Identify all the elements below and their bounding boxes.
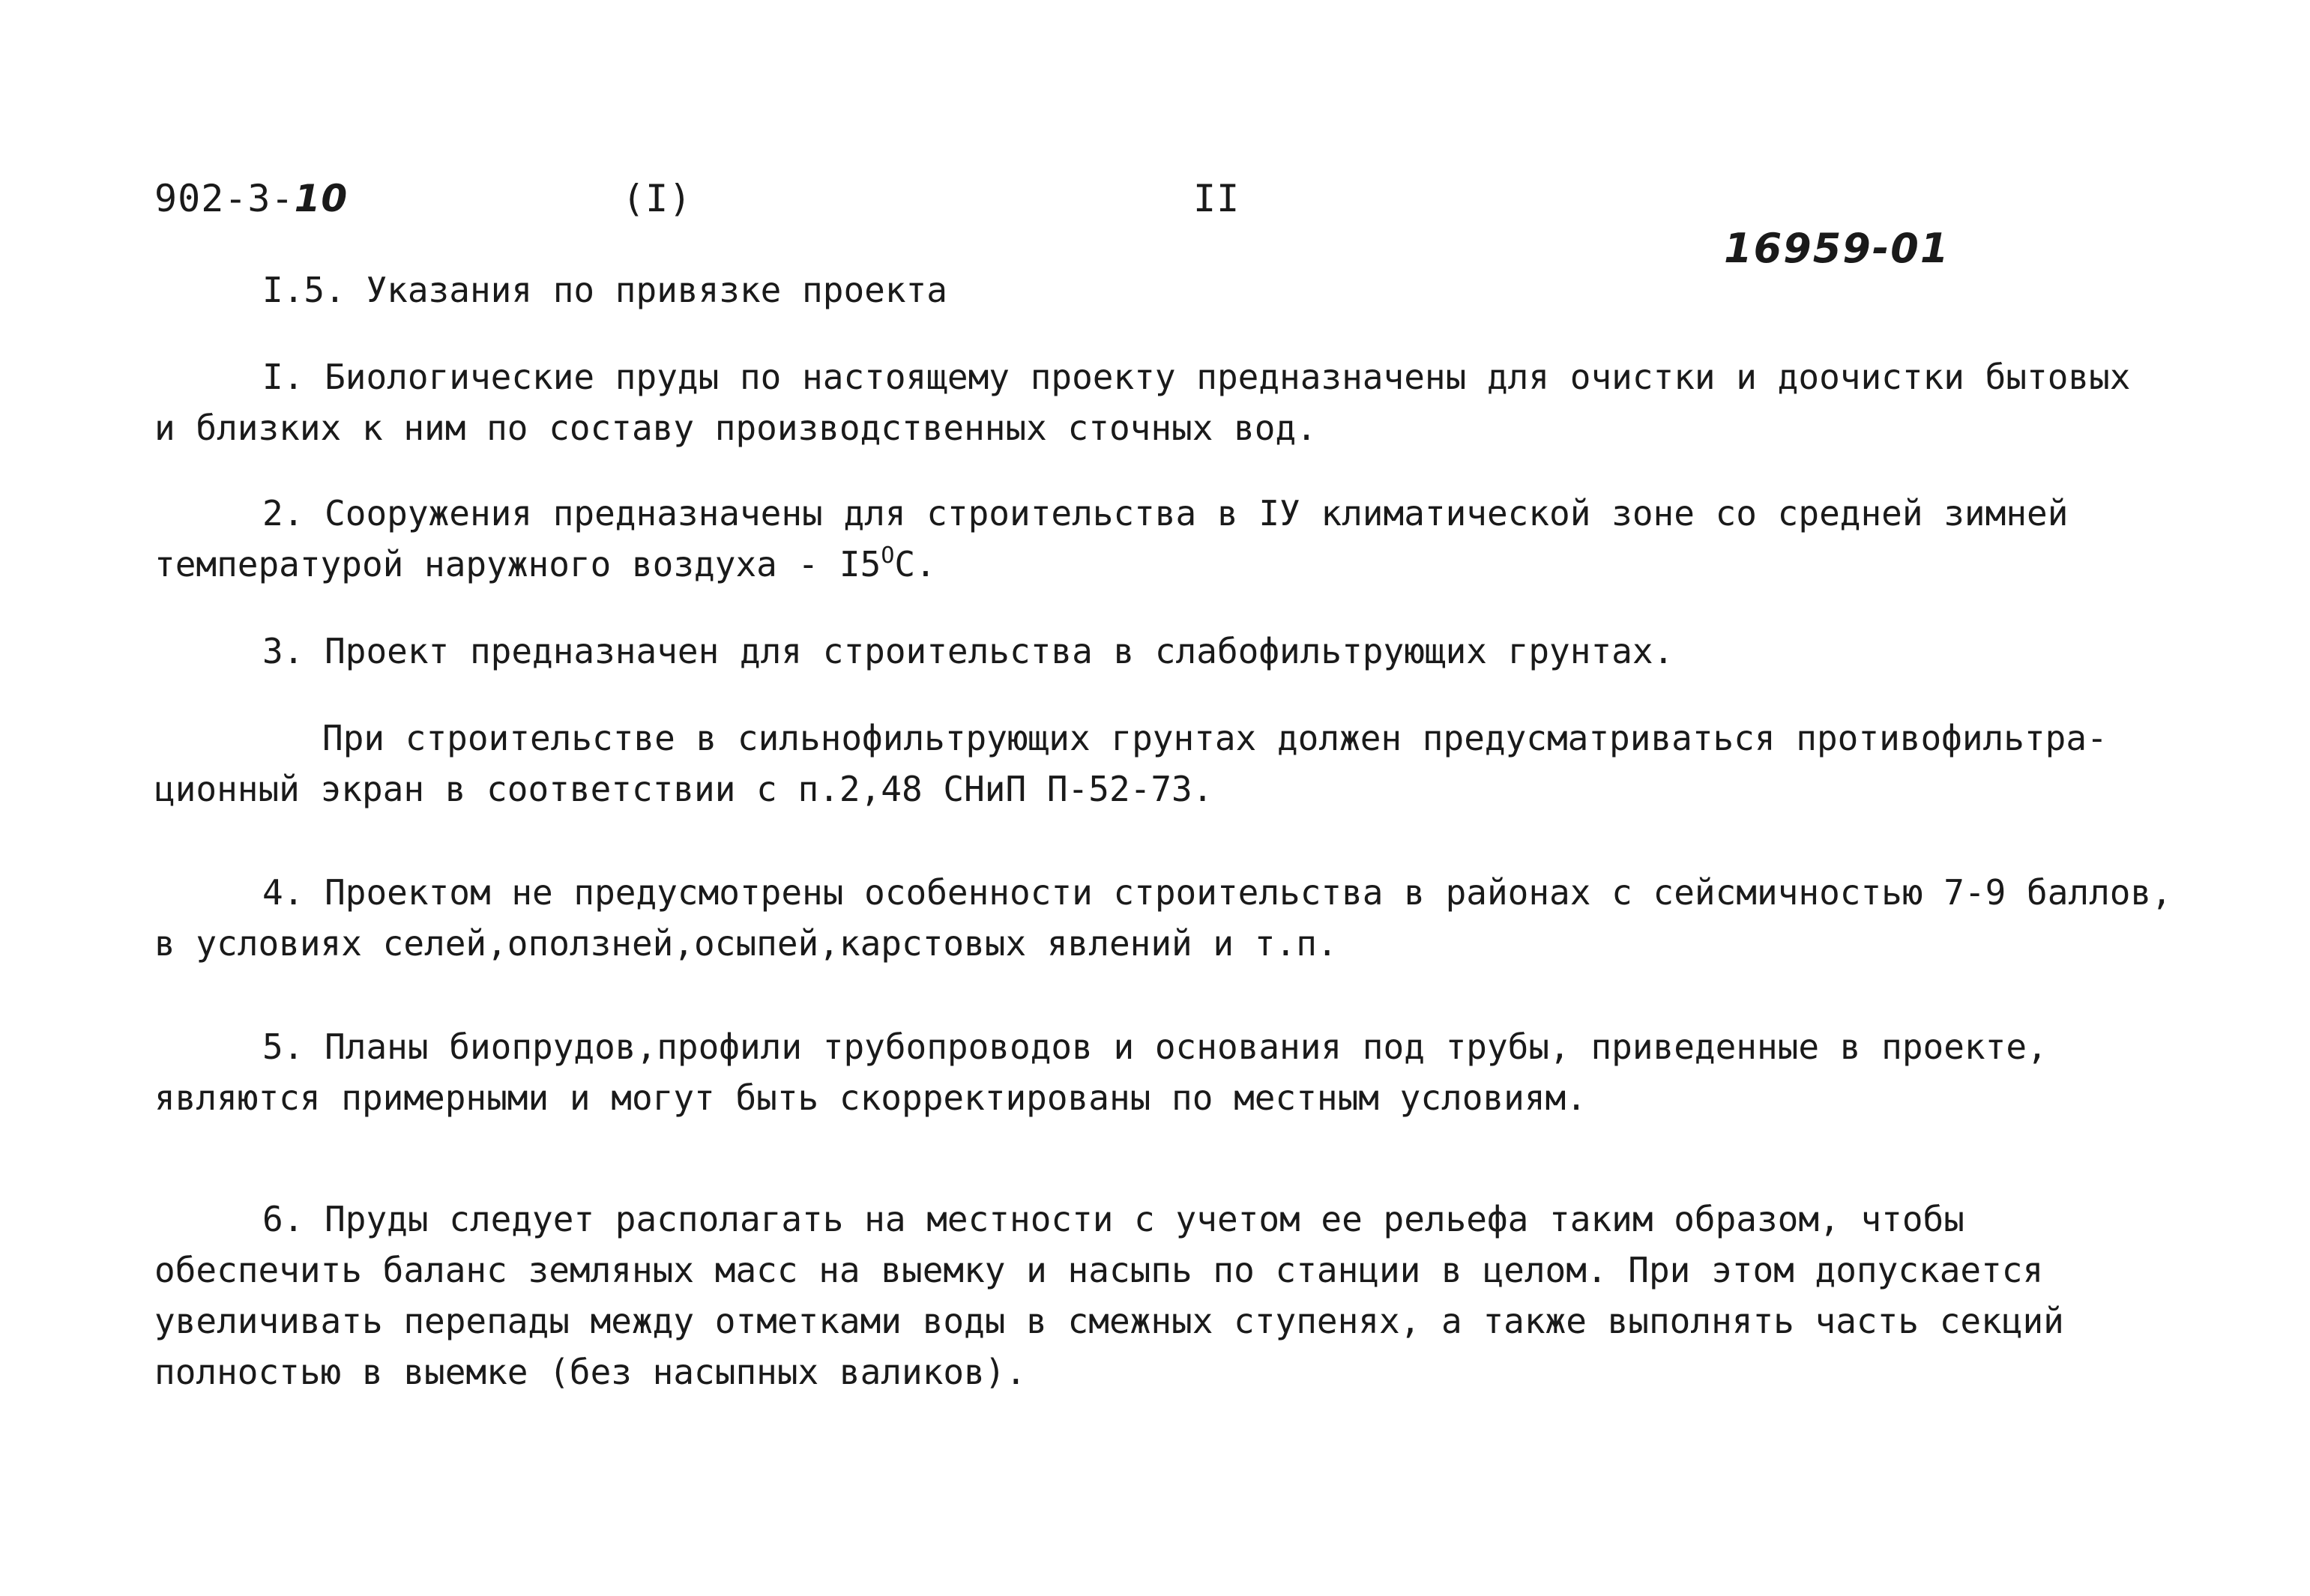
section-title: I.5. Указания по привязке проекта <box>262 270 947 310</box>
item-5-line-2: являются примерными и могут быть скорректированы по местным условиям. <box>154 1077 1587 1118</box>
item-1-line-2: и близких к ним по составу производственных сточных вод. <box>154 408 1317 448</box>
degree-sign: O <box>881 542 895 569</box>
item-6-line-3: увеличивать перепады между отметками воды в смежных ступенях, а также выполнять часть секций <box>154 1301 2064 1341</box>
registration-number: 16959-01 <box>1724 225 1950 272</box>
sub-paragraph-line-2: ционный экран в соответствии с п.2,48 СНиП П-52-73. <box>154 769 1213 809</box>
item-6-line-4: полностью в выемке (без насыпных валиков). <box>154 1352 1027 1392</box>
item-4-line-2: в условиях селей,оползней,осыпей,карстовых явлений и т.п. <box>154 923 1338 964</box>
item-5-line-1: 5. Планы биопрудов,профили трубопроводов и основания под трубы, приведенные в проекте, <box>262 1027 2048 1067</box>
degree-unit: C. <box>894 544 936 584</box>
item-3-line-1: 3. Проект предназначен для строительства в слабофильтрующих грунтах. <box>262 631 1674 671</box>
item-6-line-1: 6. Пруды следует располагать на местности с учетом ее рельефа таким образом, чтобы <box>262 1199 1964 1239</box>
document-code-handwritten: 10 <box>294 177 349 220</box>
item-4-line-1: 4. Проектом не предусмотрены особенности строительства в районах с сейсмичностью 7-9 баллов, <box>262 872 2172 913</box>
page-number: II <box>1193 177 1240 220</box>
item-2-line-2 <box>154 544 936 584</box>
document-code <box>154 177 348 220</box>
item-6-line-2: обеспечить баланс земляных масс на выемку и насыпь по станции в целом. При этом допускается <box>154 1250 2044 1290</box>
document-code-prefix: 902-3- <box>154 177 295 220</box>
item-1-line-1: I. Биологические пруды по настоящему проекту предназначены для очистки и доочистки бытовых <box>262 357 2131 397</box>
item-2-line-1: 2. Сооружения предназначены для строительства в IУ климатической зоне со средней зимней <box>262 493 2069 533</box>
sub-paragraph-line-1: При строительстве в сильнофильтрующих грунтах должен предусматриваться противофильтра- <box>322 718 2108 758</box>
part-number: (I) <box>622 177 693 220</box>
item-2-line-2-text: температурой наружного воздуха - I5 <box>154 544 881 584</box>
